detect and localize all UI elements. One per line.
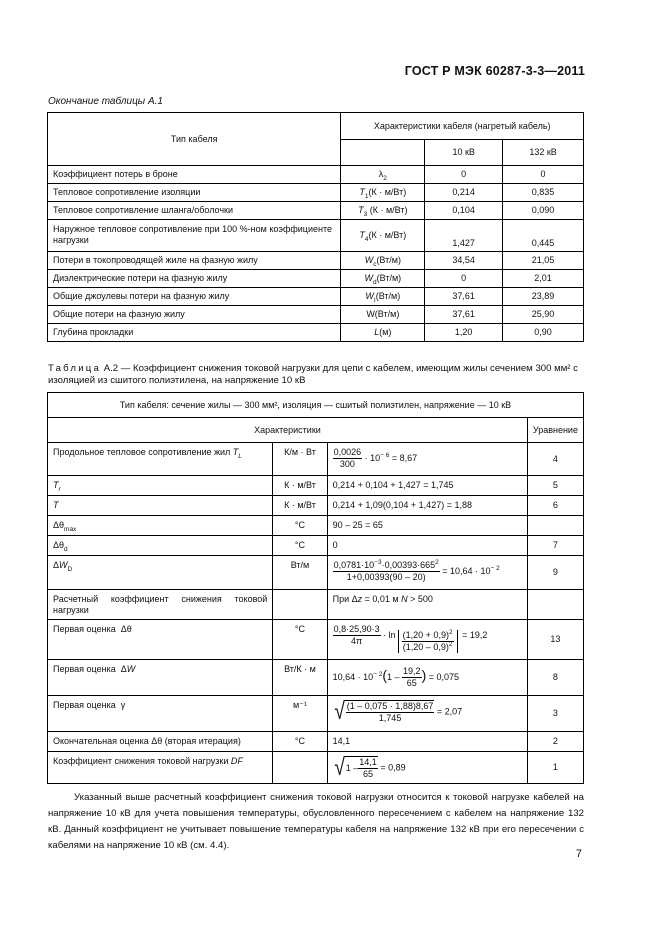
row-value-132: 23,89 (503, 288, 584, 306)
table-row (48, 252, 584, 270)
row-label: Продольное тепловое сопротивление жил $T_L$ (48, 443, 273, 476)
row-value-132: 25,90 (503, 306, 584, 324)
row-value: √ $\frac{(1 - 0,075 \cdot 1,88)8,67}{1,745}$ = 2,07 (327, 696, 527, 732)
table-row (48, 166, 584, 184)
row-value-132: 0 (503, 166, 584, 184)
row-label: Глубина прокладки (48, 324, 341, 342)
row-unit: К · м/Вт (273, 496, 327, 516)
col-header-132kv: 132 кВ (503, 140, 584, 166)
row-label: Общие джоулевы потери на фазную жилу (48, 288, 341, 306)
table-row (48, 202, 584, 220)
row-value: $\frac{0,0026}{300}$ · $10^{- 6} = 8,67$ (327, 443, 527, 476)
row-value: $10,64 \cdot 10^{- 2}(1$ – $\frac{19,2}{65}$ ) = 0,075 (327, 660, 527, 696)
row-unit: °С (273, 536, 327, 556)
row-value-132: 0,445 (503, 220, 584, 252)
row-unit: °С (273, 516, 327, 536)
table-row (48, 270, 584, 288)
row-unit: $T_3$ (К · м/Вт) (341, 202, 425, 220)
row-label: Коэффициент потерь в броне (48, 166, 341, 184)
row-unit: Вт/К · м (273, 660, 327, 696)
row-equation: 3 (527, 696, 583, 732)
table-row (48, 660, 584, 696)
row-value: $\frac{0,0781\cdot 10^{-3}\cdot 0,00393\cdot 665^2}{1+0,00393(90 - 20)}$ = $10,64 \cdot 10^{- 2}$ (327, 556, 527, 590)
table-row (48, 732, 584, 752)
row-value: √ 1 – $\frac{14,1}{65}$ = 0,89 (327, 752, 527, 784)
row-unit: L(м) (341, 324, 425, 342)
caption-text: А.2 — Коэффициент снижения токовой нагрузки для цепи с кабелем, имеющим жилы сечением 300 мм² с изоляцией из сшитого полиэтилена, на напряжение 10 кВ (48, 363, 578, 386)
row-equation: 2 (527, 732, 583, 752)
row-unit (273, 590, 327, 620)
row-label: Диэлектрические потери на фазную жилу (48, 270, 341, 288)
row-value-132: 0,835 (503, 184, 584, 202)
row-label: Первая оценка ΔW (48, 660, 273, 696)
row-value-132: 0,90 (503, 324, 584, 342)
row-value-10: 37,61 (425, 306, 503, 324)
row-equation: 5 (527, 476, 583, 496)
row-value: 0,214 + 0,104 + 1,427 = 1,745 (327, 476, 527, 496)
row-equation: 13 (527, 620, 583, 660)
row-label: Расчетный коэффициент снижения токовой нагрузки (48, 590, 273, 620)
row-value-10: 0,214 (425, 184, 503, 202)
caption-prefix: Таблица (48, 363, 102, 374)
row-equation (527, 590, 583, 620)
table-row (48, 590, 584, 620)
row-value: $\frac{0,8\cdot 25,90\cdot 3}{4\pi}$ · ln $\frac{(1,20 + 0,9)^2}{(1,20 - 0,9)^2}$ = 19,2 (327, 620, 527, 660)
col-header-cable-type: Тип кабеля (48, 113, 341, 166)
row-value-10: 1,427 (425, 220, 503, 252)
row-unit: К · м/Вт (273, 476, 327, 496)
table-row (48, 556, 584, 590)
row-value: 14,1 (327, 732, 527, 752)
row-unit (273, 752, 327, 784)
row-unit: °С (273, 620, 327, 660)
row-unit: К/м · Вт (273, 443, 327, 476)
row-label: Тепловое сопротивление шланга/оболочки (48, 202, 341, 220)
row-unit: $W_c(Вт/м)$ (341, 252, 425, 270)
col-header-10kv: 10 кВ (425, 140, 503, 166)
row-unit: $\lambda_2$ (341, 166, 425, 184)
row-unit: W(Вт/м) (341, 306, 425, 324)
row-value-10: 0 (425, 166, 503, 184)
table-a1-caption: Окончание таблицы А.1 (48, 96, 163, 107)
col-header-equation: Уравнение (527, 418, 583, 443)
row-unit: $W_d(Вт/м)$ (341, 270, 425, 288)
row-unit: °С (273, 732, 327, 752)
table-row (48, 752, 584, 784)
row-value-132: 0,090 (503, 202, 584, 220)
row-unit: $W_I(Вт/м)$ (341, 288, 425, 306)
row-equation: 8 (527, 660, 583, 696)
row-value-10: 0 (425, 270, 503, 288)
row-label: $\Delta\theta_d$ (48, 536, 273, 556)
row-label: $\Delta\theta_{max}$ (48, 516, 273, 536)
table-row (48, 496, 584, 516)
row-unit: м⁻¹ (273, 696, 327, 732)
row-value-132: 21,05 (503, 252, 584, 270)
table-row (48, 184, 584, 202)
row-equation: 1 (527, 752, 583, 784)
row-equation: 7 (527, 536, 583, 556)
row-value-10: 1,20 (425, 324, 503, 342)
row-label: Первая оценка γ (48, 696, 273, 732)
row-equation: 6 (527, 496, 583, 516)
col-header-characteristics: Характеристики кабеля (нагретый кабель) (341, 113, 584, 140)
row-unit: $T_1(К \cdot м/Вт)$ (341, 184, 425, 202)
row-value-10: 37,61 (425, 288, 503, 306)
table-row (48, 620, 584, 660)
row-label: Потери в токопроводящей жиле на фазную жилу (48, 252, 341, 270)
row-equation: 4 (527, 443, 583, 476)
col-header-characteristics: Характеристики (48, 418, 528, 443)
row-label: Окончательная оценка Δθ (вторая итерация) (48, 732, 273, 752)
table-row (48, 516, 584, 536)
row-label: Первая оценка Δθ (48, 620, 273, 660)
row-label: $T_r$ (48, 476, 273, 496)
row-value-10: 34,54 (425, 252, 503, 270)
table-row (48, 476, 584, 496)
table-row (48, 220, 584, 252)
body-paragraph: Указанный выше расчетный коэффициент снижения токовой нагрузки относится к токовой нагрузке кабелей на напряжение 10 кВ для учета повышения температуры, обусловленного пересечением с кабелем на напряжение 132 кВ. Данный коэффициент не учитывает повышение температуры кабеля на напряжение 132 кВ при его пересечении с кабелями на напряжение 10 кВ (см. 4.4). (48, 792, 584, 851)
row-label: Наружное тепловое сопротивление при 100 %-ном коэффициенте нагрузки (48, 220, 341, 252)
row-value-10: 0,104 (425, 202, 503, 220)
row-equation (527, 516, 583, 536)
table-row (48, 536, 584, 556)
row-label: Общие потери на фазную жилу (48, 306, 341, 324)
row-label: Коэффициент снижения токовой нагрузки DF (48, 752, 273, 784)
table-row (48, 696, 584, 732)
row-value: При Δz = 0,01 м N > 500 (327, 590, 527, 620)
table-a2-caption (48, 363, 584, 387)
table-a1 (47, 112, 584, 342)
row-label: Тепловое сопротивление изоляции (48, 184, 341, 202)
table-a2-title: Тип кабеля: сечение жилы — 300 мм², изоляция — сшитый полиэтилен, напряжение — 10 кВ (48, 393, 584, 418)
row-label: T (48, 496, 273, 516)
row-unit: $T_4(К \cdot м/Вт)$ (341, 220, 425, 252)
empty-cell (341, 140, 425, 166)
row-label: $\Delta W_D$ (48, 556, 273, 590)
table-row (48, 288, 584, 306)
table-a2 (47, 392, 584, 784)
table-row (48, 306, 584, 324)
table-row (48, 324, 584, 342)
document-header: ГОСТ Р МЭК 60287-3-3—2011 (404, 64, 585, 78)
page-number: 7 (575, 848, 582, 860)
row-equation: 9 (527, 556, 583, 590)
row-value: 90 – 25 = 65 (327, 516, 527, 536)
row-value: 0 (327, 536, 527, 556)
row-value: 0,214 + 1,09(0,104 + 1,427) = 1,88 (327, 496, 527, 516)
row-unit: Вт/м (273, 556, 327, 590)
table-row (48, 443, 584, 476)
row-value-132: 2,01 (503, 270, 584, 288)
